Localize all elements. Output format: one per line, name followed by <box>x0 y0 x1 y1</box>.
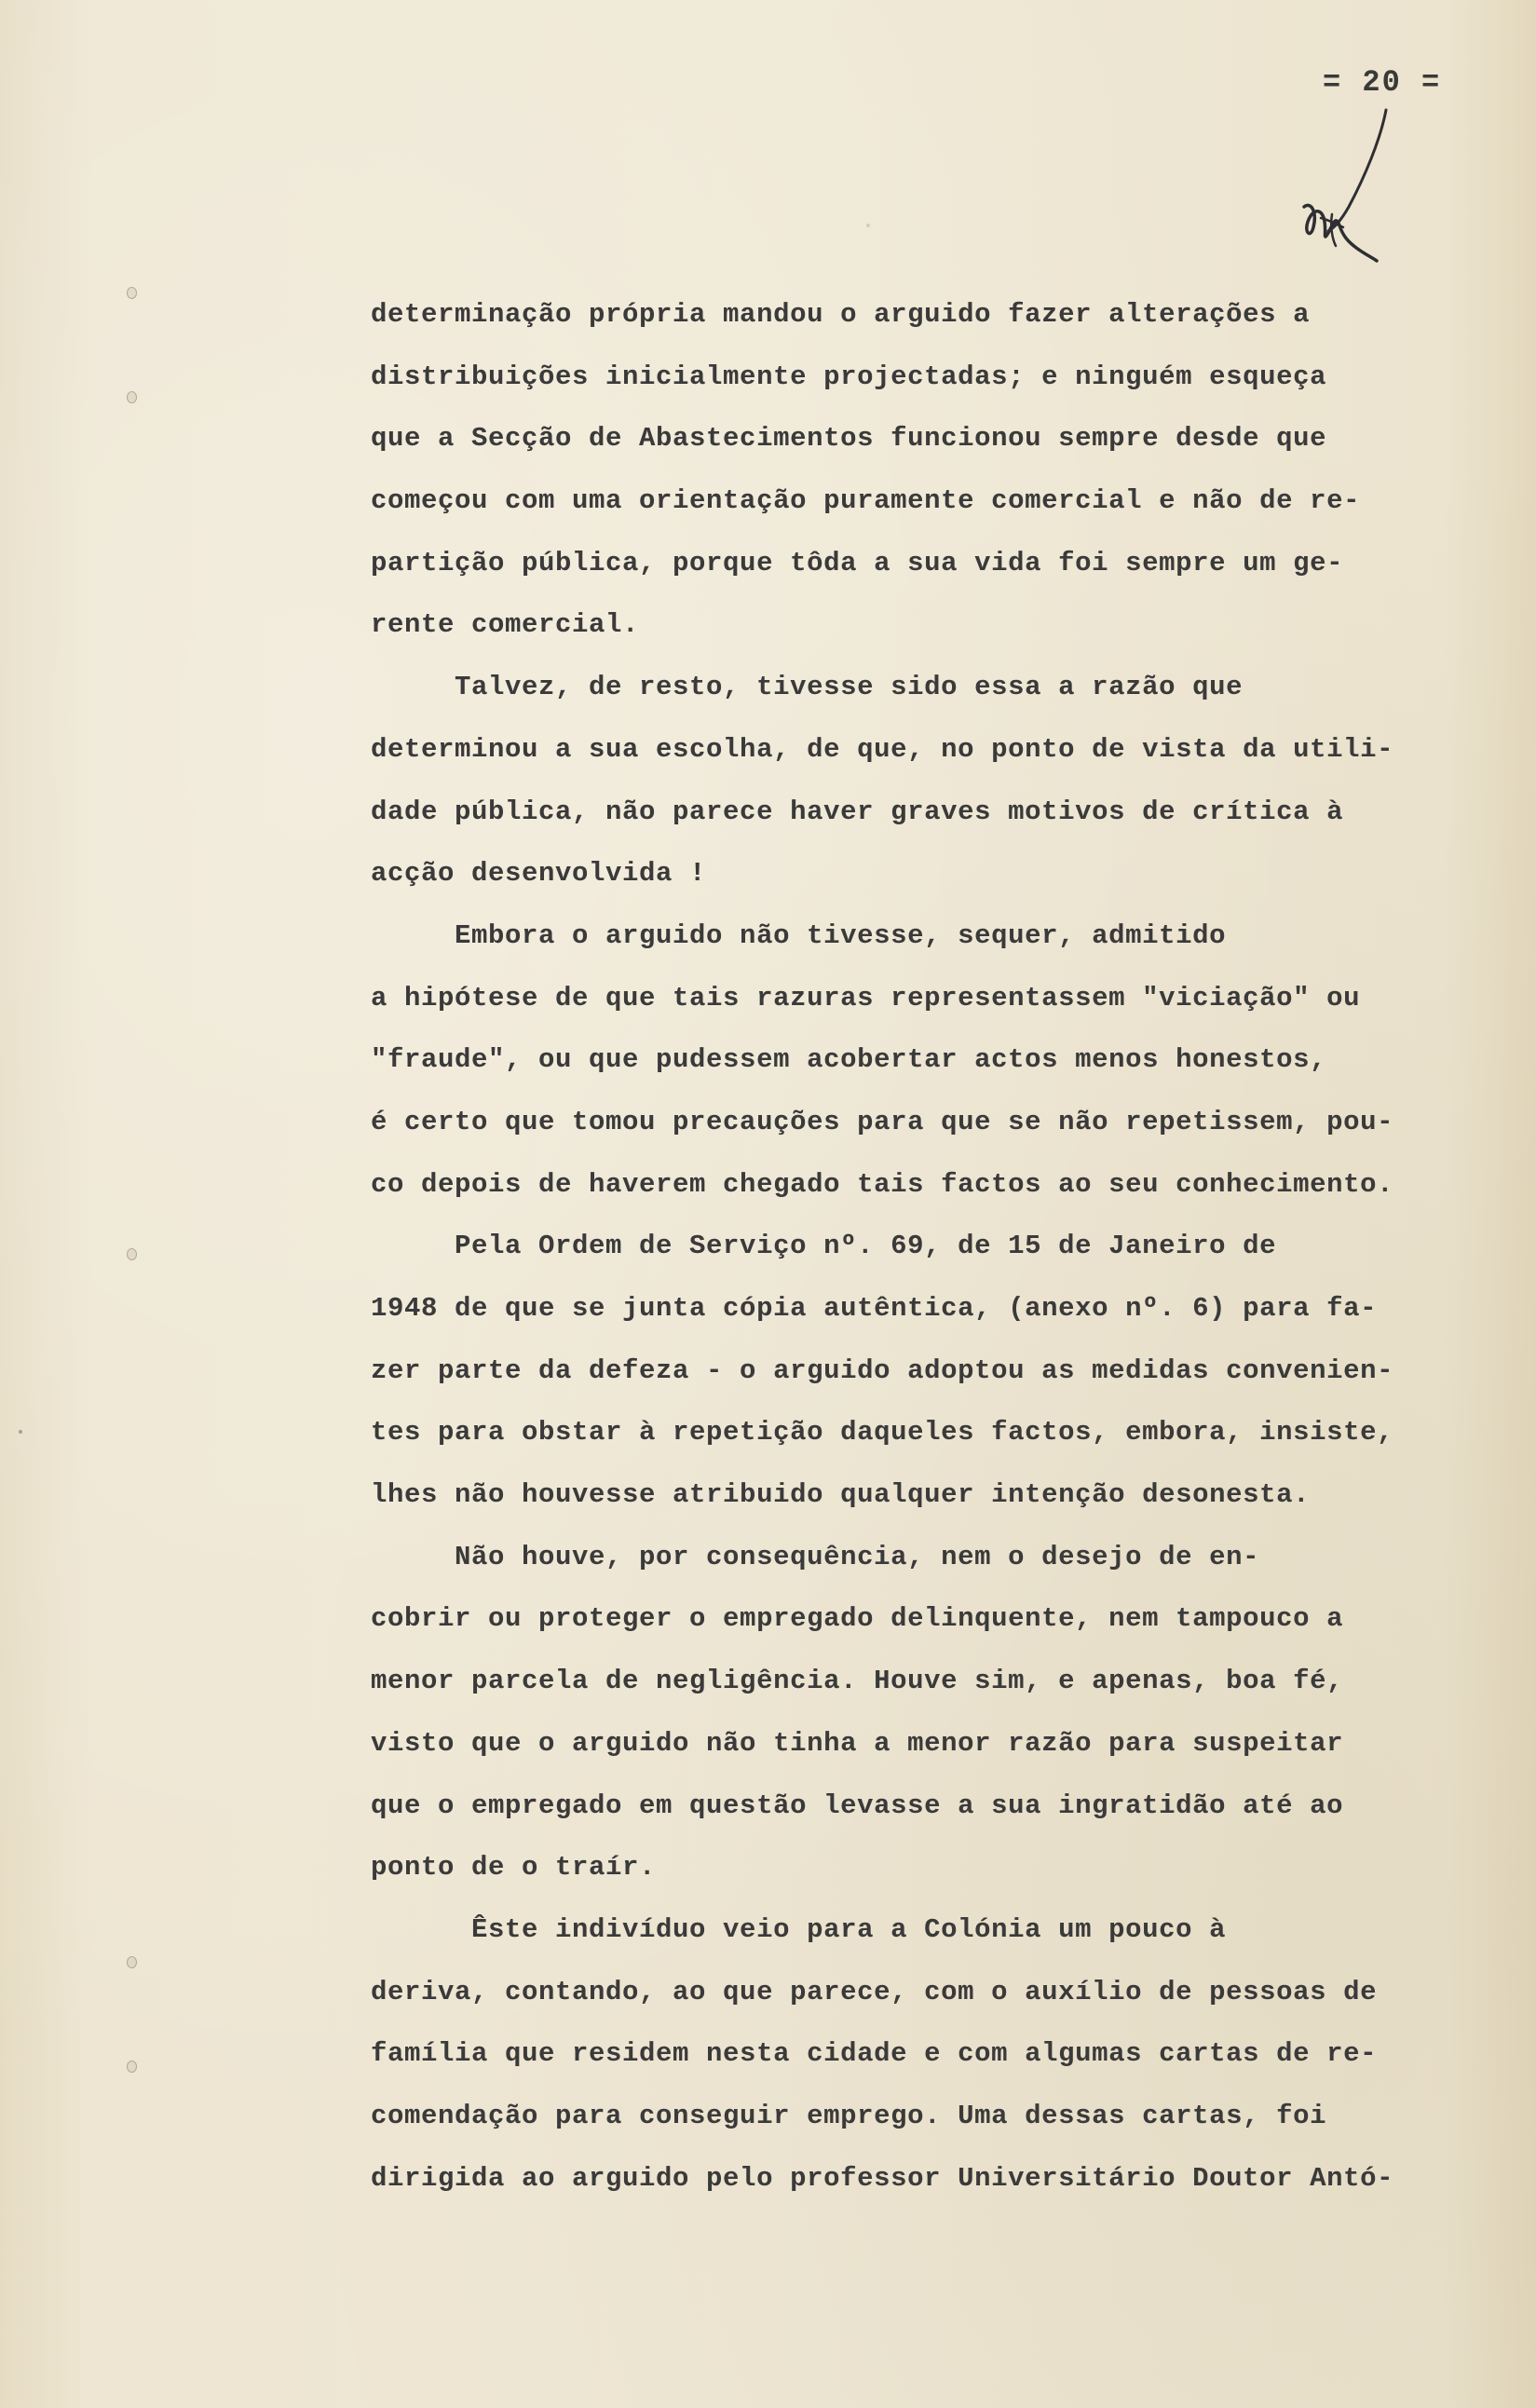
signature-initials-icon <box>1267 102 1407 289</box>
body-text <box>371 284 1500 2210</box>
punch-hole-mark <box>127 1956 137 1968</box>
text-line: "fraude", ou que pudessem acobertar actos menos honestos, <box>371 1044 1327 1076</box>
text-line: começou com uma orientação puramente comercial e não de re- <box>371 485 1361 517</box>
text-line: co depois de haverem chegado tais factos ao seu conhecimento. <box>371 1168 1394 1200</box>
paper-speck <box>19 1430 22 1434</box>
text-line: ponto de o traír. <box>371 1852 657 1884</box>
text-line: acção desenvolvida ! <box>371 858 707 890</box>
text-line: determinou a sua escolha, de que, no ponto de vista da utili- <box>371 733 1394 765</box>
text-line: distribuições inicialmente projectadas; e ninguém esqueça <box>371 361 1327 392</box>
text-line: dirigida ao arguido pelo professor Universitário Doutor Antó- <box>371 2162 1394 2194</box>
text-line: dade pública, não parece haver graves motivos de crítica à <box>371 796 1344 827</box>
text-line: a hipótese de que tais razuras representassem "viciação" ou <box>371 982 1361 1014</box>
text-line: que a Secção de Abastecimentos funcionou sempre desde que <box>371 423 1327 455</box>
text-line: tes para obstar à repetição daqueles factos, embora, insiste, <box>371 1417 1394 1449</box>
text-line: rente comercial. <box>371 609 640 641</box>
punch-hole-mark <box>127 2061 137 2073</box>
text-line: zer parte da defeza - o arguido adoptou as medidas convenien- <box>371 1354 1394 1386</box>
text-line: visto que o arguido não tinha a menor razão para suspeitar <box>371 1727 1344 1759</box>
text-line: deriva, contando, ao que parece, com o auxílio de pessoas de <box>371 1976 1378 2007</box>
text-line: Talvez, de resto, tivesse sido essa a razão que <box>371 672 1244 703</box>
punch-hole-mark <box>127 391 137 403</box>
text-line: partição pública, porque tôda a sua vida foi sempre um ge- <box>371 547 1344 578</box>
page-number: = 20 = <box>1323 65 1442 100</box>
text-line: família que residem nesta cidade e com algumas cartas de re- <box>371 2038 1378 2070</box>
text-line: que o empregado em questão levasse a sua ingratidão até ao <box>371 1789 1344 1821</box>
punch-hole-mark <box>127 1248 137 1260</box>
text-line: cobrir ou proteger o empregado delinquente, nem tampouco a <box>371 1603 1344 1635</box>
text-line: lhes não houvesse atribuido qualquer intenção desonesta. <box>371 1479 1311 1511</box>
text-line: 1948 de que se junta cópia autêntica, (anexo nº. 6) para fa- <box>371 1293 1378 1324</box>
text-line: é certo que tomou precauções para que se não repetissem, pou- <box>371 1106 1394 1137</box>
text-line: menor parcela de negligência. Houve sim, e apenas, boa fé, <box>371 1666 1344 1697</box>
punch-hole-mark <box>127 287 137 299</box>
text-line: determinação própria mandou o arguido fazer alterações a <box>371 299 1311 330</box>
text-line: comendação para conseguir emprego. Uma dessas cartas, foi <box>371 2100 1327 2131</box>
text-line: Pela Ordem de Serviço nº. 69, de 15 de Janeiro de <box>371 1231 1277 1262</box>
text-line: Embora o arguido não tivesse, sequer, admitido <box>371 919 1227 951</box>
paper-speck <box>866 224 870 227</box>
text-line: Êste indivíduo veio para a Colónia um pouco à <box>371 1913 1227 1945</box>
text-line: Não houve, por consequência, nem o desejo de en- <box>371 1541 1260 1572</box>
